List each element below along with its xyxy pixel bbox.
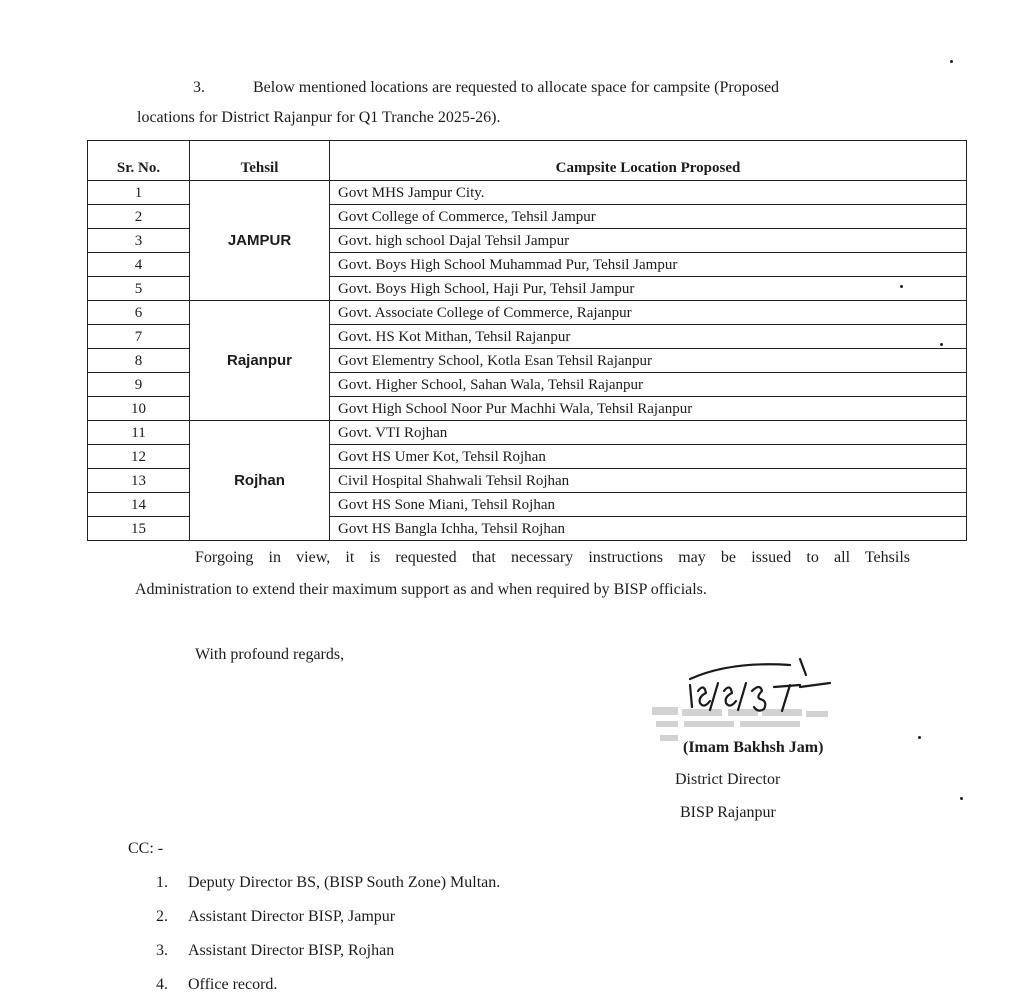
paragraph-3-text: Below mentioned locations are requested to allocate space for campsite (Proposed	[253, 79, 780, 96]
sr-cell: 5	[88, 277, 190, 301]
signatory-designation: District Director	[675, 771, 781, 788]
location-cell: Govt HS Umer Kot, Tehsil Rojhan	[330, 445, 967, 469]
tehsil-cell-rojhan: Rojhan	[190, 421, 330, 541]
scan-speck	[960, 797, 963, 800]
table-row	[88, 301, 967, 325]
location-cell: Govt. HS Kot Mithan, Tehsil Rajanpur	[330, 325, 967, 349]
sr-cell: 2	[88, 205, 190, 229]
campsite-table	[87, 140, 967, 541]
location-cell: Govt. Boys High School Muhammad Pur, Tehsil Jampur	[330, 253, 967, 277]
tehsil-cell-jampur: JAMPUR	[190, 181, 330, 301]
location-cell: Govt. Boys High School, Haji Pur, Tehsil Jampur	[330, 277, 967, 301]
paragraph-3-line-2: locations for District Rajanpur for Q1 Tranche 2025-26).	[137, 109, 501, 126]
sr-cell: 11	[88, 421, 190, 445]
sr-cell: 3	[88, 229, 190, 253]
list-item: 3. Assistant Director BISP, Rojhan	[156, 942, 395, 959]
list-item: 4. Office record.	[156, 976, 278, 993]
sr-cell: 10	[88, 397, 190, 421]
scan-speck	[950, 60, 953, 63]
location-cell: Govt HS Bangla Ichha, Tehsil Rojhan	[330, 517, 967, 541]
sr-cell: 14	[88, 493, 190, 517]
scan-speck	[940, 343, 943, 346]
location-cell: Govt MHS Jampur City.	[330, 181, 967, 205]
header-campsite-location: Campsite Location Proposed	[330, 141, 967, 181]
sr-cell: 6	[88, 301, 190, 325]
sr-cell: 8	[88, 349, 190, 373]
request-paragraph-line-2: Administration to extend their maximum support as and when required by BISP officials.	[135, 581, 707, 598]
header-sr-no: Sr. No.	[88, 141, 190, 181]
list-item: 1. Deputy Director BS, (BISP South Zone) Multan.	[156, 874, 501, 891]
location-cell: Govt. high school Dajal Tehsil Jampur	[330, 229, 967, 253]
sr-cell: 9	[88, 373, 190, 397]
table-header-row	[88, 141, 967, 181]
scan-speck	[918, 736, 921, 739]
sr-cell: 13	[88, 469, 190, 493]
location-cell: Govt HS Sone Miani, Tehsil Rojhan	[330, 493, 967, 517]
tehsil-cell-rajanpur: Rajanpur	[190, 301, 330, 421]
table-row	[88, 421, 967, 445]
location-cell: Govt Elementry School, Kotla Esan Tehsil Rajanpur	[330, 349, 967, 373]
sr-cell: 4	[88, 253, 190, 277]
location-cell: Govt. Associate College of Commerce, Rajanpur	[330, 301, 967, 325]
table-row	[88, 181, 967, 205]
scan-speck	[900, 285, 903, 288]
sr-cell: 1	[88, 181, 190, 205]
location-cell: Govt. VTI Rojhan	[330, 421, 967, 445]
cc-list	[156, 872, 500, 1008]
sr-cell: 12	[88, 445, 190, 469]
signatory-office: BISP Rajanpur	[680, 804, 776, 821]
cc-label: CC: -	[128, 840, 164, 857]
request-paragraph-line-1: Forgoing in view, it is requested that necessary instructions may be issued to all Tehsils	[195, 549, 910, 566]
list-item: 2. Assistant Director BISP, Jampur	[156, 908, 396, 925]
sr-cell: 7	[88, 325, 190, 349]
header-tehsil: Tehsil	[190, 141, 330, 181]
sr-cell: 15	[88, 517, 190, 541]
location-cell: Govt High School Noor Pur Machhi Wala, Tehsil Rajanpur	[330, 397, 967, 421]
closing-regards: With profound regards,	[195, 646, 345, 663]
paragraph-number: 3.	[193, 79, 205, 96]
location-cell: Civil Hospital Shahwali Tehsil Rojhan	[330, 469, 967, 493]
location-cell: Govt College of Commerce, Tehsil Jampur	[330, 205, 967, 229]
signatory-name: (Imam Bakhsh Jam)	[683, 739, 824, 756]
location-cell: Govt. Higher School, Sahan Wala, Tehsil Rajanpur	[330, 373, 967, 397]
paragraph-3-line-1	[193, 78, 893, 98]
